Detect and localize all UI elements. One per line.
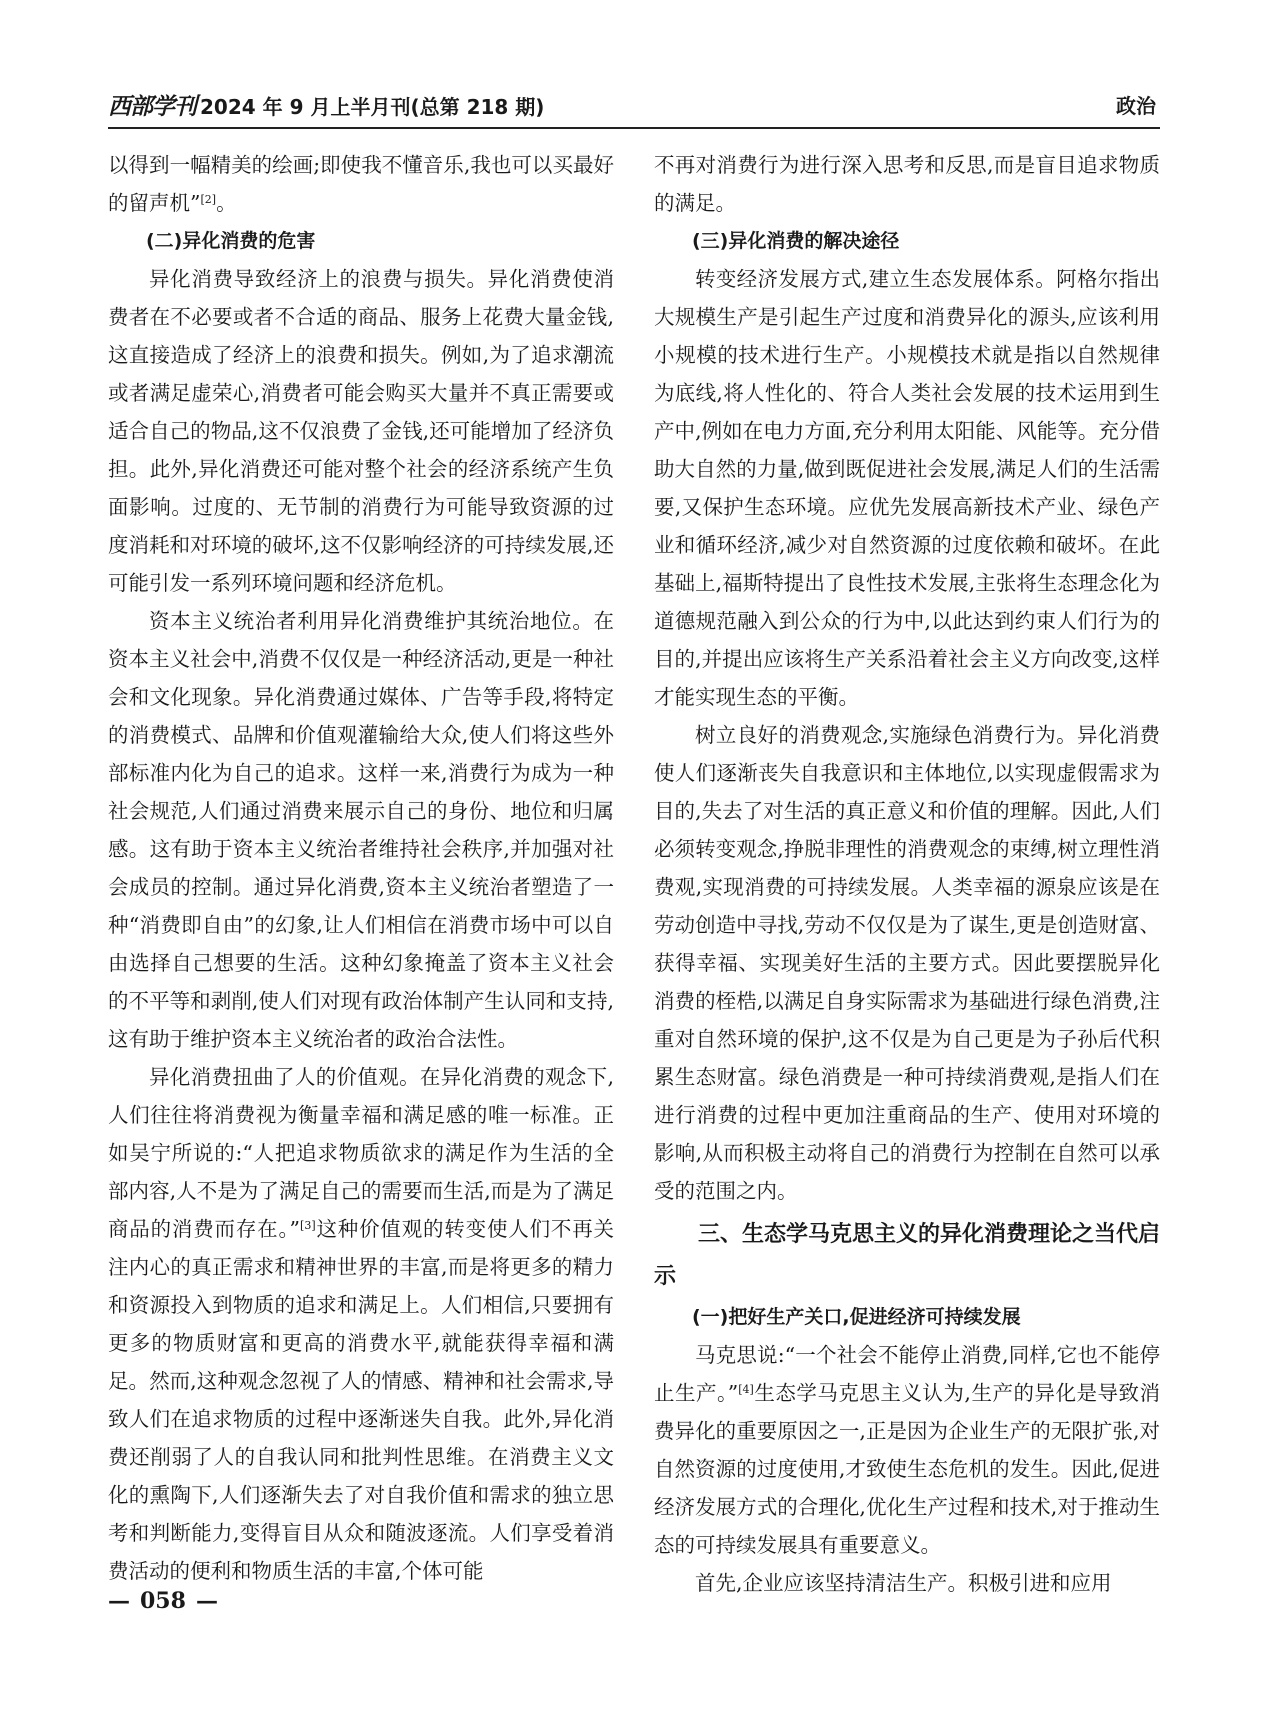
paragraph: 首先,企业应该坚持清洁生产。积极引进和应用 [695,1571,1112,1595]
journal-masthead [108,88,544,121]
section-label: 政治 [1116,93,1156,118]
paragraph: 马克思说:“一个社会不能停止消费,同样,它也不能停止生产。”[4]生态学马克思主义认为,生产的异化是导致消费异化的重要原因之一,正是因为企业生产的无限扩张,对自然资源的过度使用,才致使生态危机的发生。因此,促进经济发展方式的合理化,优化生产过程和技术,对于推动生态的可持续发展具有重要意义。 [654,1343,1161,1557]
subsection-heading-production: (一)把好生产关口,促进经济可持续发展 [692,1306,1021,1328]
right-column [654,146,1160,1602]
paragraph: 异化消费导致经济上的浪费与损失。异化消费使消费者在不必要或者不合适的商品、服务上花费大量金钱,这直接造成了经济上的浪费和损失。例如,为了追求潮流或者满足虚荣心,消费者可能会购买大量并不真正需要或适合自己的物品,这不仅浪费了金钱,还可能增加了经济负担。此外,异化消费还可能对整个社会的经济系统产生负面影响。过度的、无节制的消费行为可能导致资源的过度消耗和对环境的破坏,这不仅影响经济的可持续发展,还可能引发一系列环境问题和经济危机。 [108,267,614,595]
page-number: 058 [140,1588,186,1614]
subsection-heading-solution: (三)异化消费的解决途径 [692,230,900,252]
issue-info: 2024 年 9 月上半月刊(总第 218 期) [200,94,545,119]
journal-logo: 西部学刊 [108,92,196,120]
paragraph: 树立良好的消费观念,实施绿色消费行为。异化消费使人们逐渐丧失自我意识和主体地位,以实现虚假需求为目的,失去了对生活的真正意义和价值的理解。因此,人们必须转变观念,挣脱非理性的消费观念的束缚,树立理性消费观,实现消费的可持续发展。人类幸福的源泉应该是在劳动创造中寻找,劳动不仅仅是为了谋生,更是创造财富、获得幸福、实现美好生活的主要方式。因此要摆脱异化消费的桎梏,以满足自身实际需求为基础进行绿色消费,注重对自然环境的保护,这不仅是为自己更是为子孙后代积累生态财富。绿色消费是一种可持续消费观,是指人们在进行消费的过程中更加注重商品的生产、使用对环境的影响,从而积极主动将自己的消费行为控制在自然可以承受的范围之内。 [654,723,1160,1203]
paragraph: 不再对消费行为进行深入思考和反思,而是盲目追求物质的满足。 [654,153,1160,215]
paragraph: 以得到一幅精美的绘画;即使我不懂音乐,我也可以买最好的留声机”[2]。 [108,153,614,215]
citation[interactable]: [4] [738,1383,754,1396]
footer-dash-left: — [108,1588,130,1614]
citation[interactable]: [2] [200,193,217,206]
header-rule [108,127,1160,129]
paragraph: 资本主义统治者利用异化消费维护其统治地位。在资本主义社会中,消费不仅仅是一种经济活动,更是一种社会和文化现象。异化消费通过媒体、广告等手段,将特定的消费模式、品牌和价值观灌输给大众,使人们将这些外部标准内化为自己的追求。这样一来,消费行为成为一种社会规范,人们通过消费来展示自己的身份、地位和归属感。这有助于资本主义统治者维持社会秩序,并加强对社会成员的控制。通过异化消费,资本主义统治者塑造了一种“消费即自由”的幻象,让人们相信在消费市场中可以自由选择自己想要的生活。这种幻象掩盖了资本主义社会的不平等和剥削,使人们对现有政治体制产生认同和支持,这有助于维护资本主义统治者的政治合法性。 [108,609,614,1051]
page-header [108,86,1160,122]
page-footer [108,1588,218,1614]
citation[interactable]: [3] [300,1219,316,1232]
footer-dash-right: — [195,1588,218,1614]
section-heading-3: 三、生态学马克思主义的异化消费理论之当代启示 [654,1222,1161,1289]
paragraph: 异化消费扭曲了人的价值观。在异化消费的观念下,人们往往将消费视为衡量幸福和满足感的唯一标准。正如吴宁所说的:“人把追求物质欲求的满足作为生活的全部内容,人不是为了满足自己的需要而生活,而是为了满足商品的消费而存在。”[3]这种价值观的转变使人们不再关注内心的真正需求和精神世界的丰富,而是将更多的精力和资源投入到物质的追求和满足上。人们相信,只要拥有更多的物质财富和更高的消费水平,就能获得幸福和满足。然而,这种观念忽视了人的情感、精神和社会需求,导致人们在追求物质的过程中逐渐迷失自我。此外,异化消费还削弱了人的自我认同和批判性思维。在消费主义文化的熏陶下,人们逐渐失去了对自我价值和需求的独立思考和判断能力,变得盲目从众和随波逐流。人们享受着消费活动的便利和物质生活的丰富,个体可能 [108,1065,615,1583]
subsection-heading-harm: (二)异化消费的危害 [146,230,316,252]
left-column [108,146,614,1590]
paragraph: 转变经济发展方式,建立生态发展体系。阿格尔指出大规模生产是引起生产过度和消费异化的源头,应该利用小规模的技术进行生产。小规模技术就是指以自然规律为底线,将人性化的、符合人类社会发展的技术运用到生产中,例如在电力方面,充分利用太阳能、风能等。充分借助大自然的力量,做到既促进社会发展,满足人们的生活需要,又保护生态环境。应优先发展高新技术产业、绿色产业和循环经济,减少对自然资源的过度依赖和破坏。在此基础上,福斯特提出了良性技术发展,主张将生态理念化为道德规范融入到公众的行为中,以此达到约束人们行为的目的,并提出应该将生产关系沿着社会主义方向改变,这样才能实现生态的平衡。 [654,267,1160,709]
